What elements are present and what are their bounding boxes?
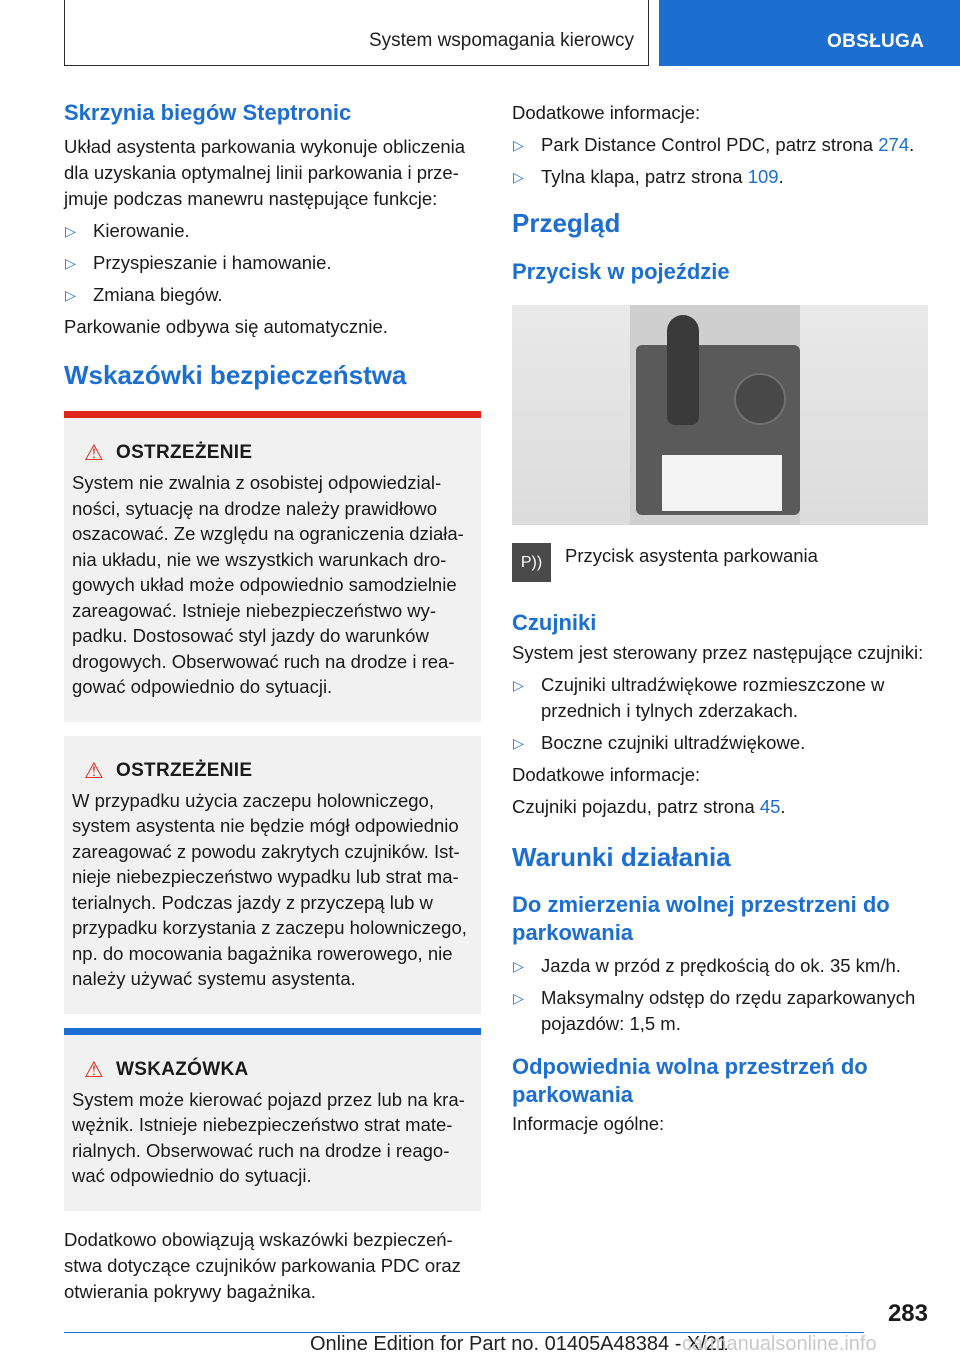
paragraph: Czujniki pojazdu, patrz strona 45. [512, 796, 786, 817]
hint-text: System może kierować pojazd przez lub na krawężnik. Istnieje niebezpieczeństwo strat materialnych. Obserwować ruch na drodze i reagować odpowiednio do sytuacji. [72, 1088, 465, 1186]
measure-list [512, 953, 930, 1037]
warning-text: W przypadku użycia zaczepu holowniczego, system asystenta nie będzie mógł odpowiednio zareagować z powodu zakrytych czujników. Istnieje niebezpieczeństwo wypadku lub strat materialnych. Podczas jazdy z przyczepą lub w przypadku korzystania z zaczepu holowniczego, np. do mocowania bagażnika rowerowego, nie należy używać systemu asystenta. [72, 789, 467, 989]
controller-knob-icon [734, 373, 786, 425]
list-item: ▷ Kierowanie. [64, 218, 481, 244]
heading-sensors: Czujniki [512, 610, 597, 635]
hint-label: WSKAZÓWKA [116, 1058, 249, 1080]
paragraph: System jest sterowany przez następujące czujniki: [512, 642, 924, 663]
paragraph: Dodatkowe informacje: [512, 102, 701, 123]
list-item: ▷ Maksymalny odstęp do rzędu zaparkowanych pojazdów: 1,5 m. [512, 985, 930, 1037]
caption: Przycisk asystenta parkowania [565, 545, 818, 566]
parking-assistant-icon: P)) [512, 543, 551, 582]
section-title: System wspomagania kierowcy [368, 30, 634, 51]
list-item: ▷ Jazda w przód z prędkością do ok. 35 km/h. [512, 953, 930, 979]
warning-triangle-icon: ⚠ [84, 440, 104, 465]
paragraph: Dodatkowo obowiązują wskazówki bezpieczeństwa dotyczące czujników parkowania PDC oraz otwierania pokrywy bagażnika. [64, 1228, 461, 1302]
page-link[interactable]: 45 [759, 796, 781, 817]
footer-text: Online Edition for Part no. 01405A48384 - X/21 [310, 1333, 729, 1355]
warning-label: OSTRZEŻENIE [116, 442, 253, 463]
warning-text: System nie zwalnia z osobistej odpowiedzialności, sytuację na drodze należy prawidłowo oszacować. Ze względu na ograniczenia działania układu, nie we wszystkich warunkach drogowych układ może odpowiednio samodzielnie zareagować. Istnieje niebezpieczeństwo wypadku. Dostosować styl jazdy do warunków drogowych. Obserwować ruch na drodze i reagować odpowiednio do sytuacji. [72, 472, 464, 697]
list-item: ▷ Tylna klapa, patrz strona 109. [512, 164, 930, 190]
warning-triangle-icon: ⚠ [84, 1056, 104, 1082]
chapter-tab-label: OBSŁUGA [827, 31, 925, 52]
heading-button: Przycisk w pojeździe [512, 259, 730, 284]
warning-box [64, 736, 481, 1014]
paragraph: Dodatkowe informacje: [512, 764, 701, 785]
console-photo [512, 305, 928, 525]
warning-triangle-icon: ⚠ [84, 757, 104, 783]
heading-safety: Wskazówki bezpieczeństwa [64, 360, 407, 390]
left-column [64, 100, 481, 1305]
pdc-caption-row [512, 543, 930, 582]
page-link[interactable]: 109 [747, 166, 779, 187]
list-item: ▷ Przyspieszanie i hamowanie. [64, 250, 481, 276]
watermark: carmanualsonline.info [682, 1333, 877, 1355]
right-column [512, 100, 930, 1137]
heading-measure: Do zmierzenia wolnej przestrzeni do parkowania [512, 892, 890, 945]
list-item: ▷ Boczne czujniki ultradźwiękowe. [512, 730, 930, 756]
heading-steptronic: Skrzynia biegów Steptronic [64, 100, 352, 125]
heading-overview: Przegląd [512, 208, 621, 238]
header-frame [64, 0, 649, 66]
page-link[interactable]: 274 [878, 134, 910, 155]
list-item: ▷ Zmiana biegów. [64, 282, 481, 308]
list-item: ▷ Czujniki ultradźwiękowe rozmieszczone w przednich i tylnych zderzakach. [512, 672, 930, 724]
sensor-list [512, 672, 930, 756]
heading-space: Odpowiednia wolna przestrzeń do parkowania [512, 1054, 868, 1107]
chapter-tab [659, 0, 960, 66]
warning-box [64, 411, 481, 722]
page-number: 283 [887, 1300, 928, 1327]
list-item: ▷ Park Distance Control PDC, patrz strona 274. [512, 132, 930, 158]
reference-list [512, 132, 930, 190]
function-list [64, 218, 481, 308]
paragraph: Parkowanie odbywa się automatycznie. [64, 316, 388, 337]
paragraph: Informacje ogólne: [512, 1113, 665, 1134]
gear-lever-icon [667, 315, 699, 425]
heading-conditions: Warunki działania [512, 842, 731, 872]
paragraph: Układ asystenta parkowania wykonuje obliczenia dla uzyskania optymalnej linii parkowania i przejmuje podczas manewru następujące funkcje: [64, 136, 466, 209]
warning-label: OSTRZEŻENIE [116, 759, 253, 781]
hint-box [64, 1028, 481, 1211]
